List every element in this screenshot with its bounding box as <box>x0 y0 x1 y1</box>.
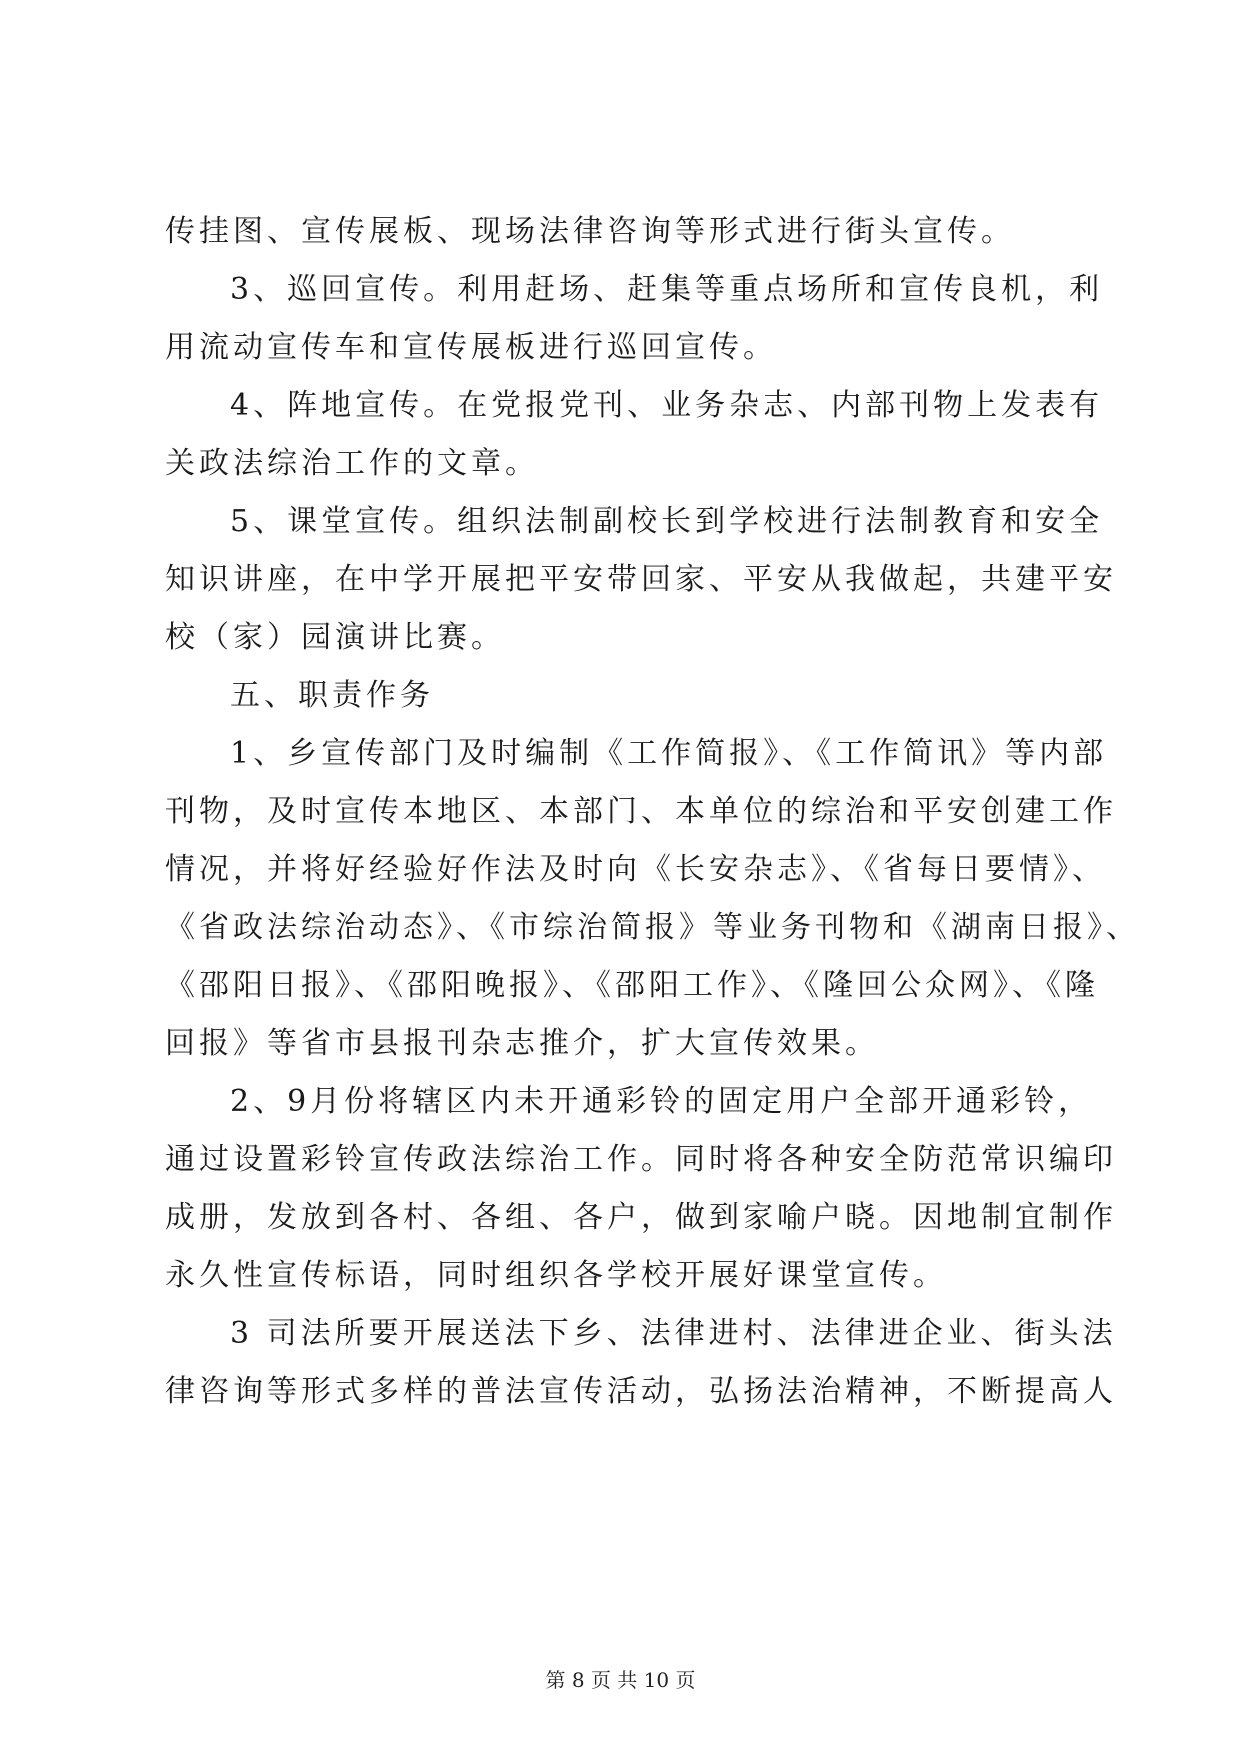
text-line: 通过设置彩铃宣传政法综治工作。同时将各种安全防范常识编印 <box>165 1142 1117 1177</box>
text-line: 5、课堂宣传。组织法制副校长到学校进行法制教育和安全 <box>230 504 1104 539</box>
text-line: 校（家）园演讲比赛。 <box>165 620 505 655</box>
text-line: 情况，并将好经验好作法及时向《长安杂志》、《省每日要情》、 <box>165 852 1106 887</box>
text-line: 《省政法综治动态》、《市综治简报》等业务刊物和《湖南日报》、 <box>165 910 1140 945</box>
text-line: 刊物，及时宣传本地区、本部门、本单位的综治和平安创建工作 <box>165 794 1117 829</box>
text-line: 用流动宣传车和宣传展板进行巡回宣传。 <box>165 330 777 365</box>
text-line: 成册，发放到各村、各组、各户，做到家喻户晓。因地制宜制作 <box>165 1200 1117 1235</box>
text-line: 3、巡回宣传。利用赶场、赶集等重点场所和宣传良机，利 <box>230 272 1104 307</box>
page-number-footer: 第 8 页 共 10 页 <box>545 1668 696 1692</box>
text-line: 2、9月份将辖区内未开通彩铃的固定用户全部开通彩铃， <box>230 1084 1093 1119</box>
section-heading: 五、职责作务 <box>230 678 434 713</box>
text-line: 知识讲座，在中学开展把平安带回家、平安从我做起，共建平安 <box>165 562 1117 597</box>
text-line: 永久性宣传标语，同时组织各学校开展好课堂宣传。 <box>165 1258 947 1293</box>
text-line: 4、阵地宣传。在党报党刊、业务杂志、内部刊物上发表有 <box>230 388 1104 423</box>
text-line: 律咨询等形式多样的普法宣传活动，弘扬法治精神，不断提高人 <box>165 1374 1117 1409</box>
text-line: 回报》等省市县报刊杂志推介，扩大宣传效果。 <box>165 1026 879 1061</box>
text-line: 1、乡宣传部门及时编制《工作简报》、《工作简讯》等内部 <box>230 736 1108 771</box>
text-line: 关政法综治工作的文章。 <box>165 446 539 481</box>
text-line: 3 司法所要开展送法下乡、法律进村、法律进企业、街头法 <box>230 1316 1117 1351</box>
text-line: 《邵阳日报》、《邵阳晚报》、《邵阳工作》、《隆回公众网》、《隆 <box>165 968 1099 1003</box>
text-line: 传挂图、宣传展板、现场法律咨询等形式进行街头宣传。 <box>165 214 1015 249</box>
